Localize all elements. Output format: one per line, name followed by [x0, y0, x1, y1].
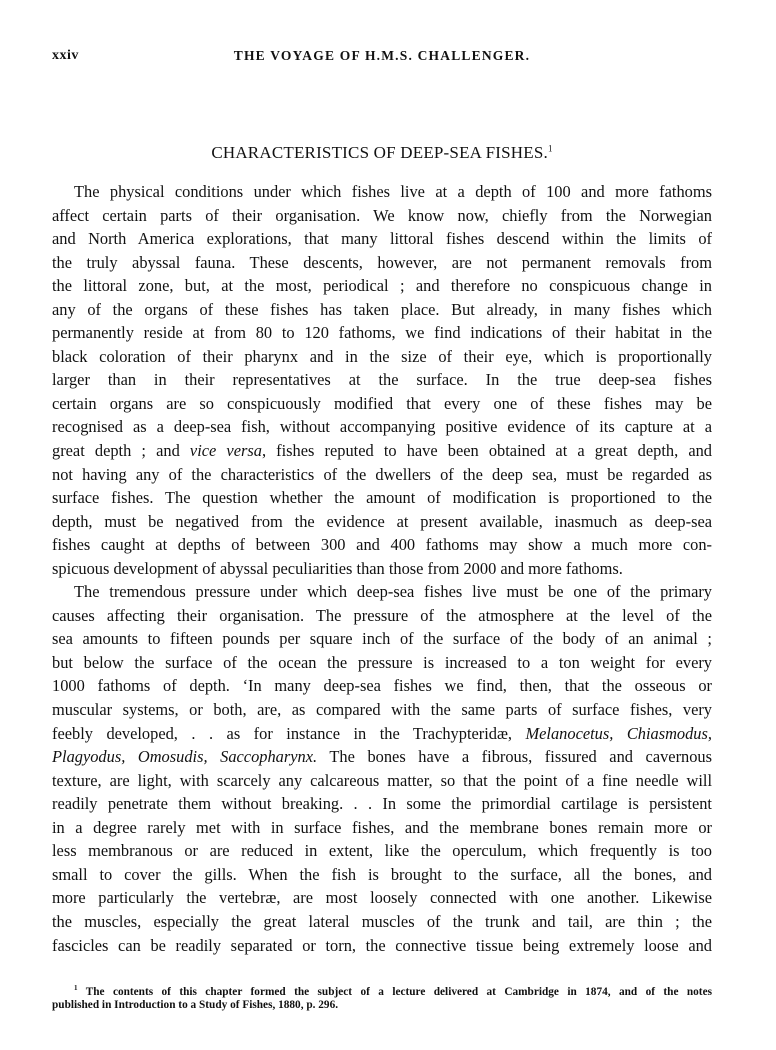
body-text [52, 180, 712, 957]
text-line [52, 274, 712, 298]
text-line [52, 839, 712, 863]
text-segment: small to cover the gills. When the fish is brought to the surface, all the bones, and [52, 864, 712, 884]
text-line [52, 580, 712, 604]
text-line [52, 463, 712, 487]
text-segment: 1000 fathoms of depth. ‘In many deep-sea fishes we find, then, that the osseous or [52, 676, 712, 696]
text-segment: readily penetrate them without breaking. . . In some the primordial cartilage is persistent [52, 794, 712, 814]
text-line [52, 368, 712, 392]
text-line [52, 910, 712, 934]
chapter-title-text: CHARACTERISTICS OF DEEP-SEA FISHES. [211, 143, 548, 162]
text-segment: less membranous or are reduced in extent, like the operculum, which frequently is too [52, 841, 712, 861]
text-line [52, 792, 712, 816]
text-segment: surface fishes. The question whether the amount of modification is proportioned to the [52, 488, 712, 508]
footnote-line [52, 997, 712, 1014]
footnote [52, 980, 712, 1014]
text-segment: and North America explorations, that many littoral fishes descend within the limits of [52, 229, 712, 249]
text-segment: sea amounts to fifteen pounds per square inch of the surface of the body of an animal ; [52, 629, 712, 649]
text-segment: spicuous development of abyssal peculiarities than those from 2000 and more fathoms. [52, 558, 623, 578]
text-line [52, 321, 712, 345]
text-line [52, 745, 712, 769]
text-line [52, 298, 712, 322]
running-title: THE VOYAGE OF H.M.S. CHALLENGER. [233, 48, 531, 63]
text-line [52, 769, 712, 793]
text-segment: larger than in their representatives at the surface. In the true deep-sea fishes [52, 370, 712, 390]
chapter-title [52, 143, 712, 163]
text-line [52, 604, 712, 628]
text-line [52, 251, 712, 275]
text-segment: The bones have a fibrous, fissured and cavernous [317, 747, 712, 767]
text-line [52, 627, 712, 651]
text-segment: The tremendous pressure under which deep-sea fishes live must be one of the primary [74, 582, 712, 602]
text-segment: , fishes reputed to have been obtained at a great depth, and [261, 441, 712, 461]
text-segment: causes affecting their organisation. The pressure of the atmosphere at the level of the [52, 605, 712, 625]
text-segment: depth, must be negatived from the evidence at present available, inasmuch as deep-sea [52, 511, 712, 531]
text-segment: certain organs are so conspicuously modified that every one of these fishes may be [52, 393, 712, 413]
footnote-text: The contents of this chapter formed the subject of a lecture delivered at Cambridge in 1874, and of the notes [85, 985, 712, 998]
text-segment: feebly developed, . . as for instance in the Trachypteridæ, [52, 723, 526, 743]
text-line [52, 674, 712, 698]
text-line [52, 533, 712, 557]
text-line [52, 345, 712, 369]
text-segment: the muscles, especially the great lateral muscles of the trunk and tail, are thin ; the [52, 911, 712, 931]
text-segment: recognised as a deep-sea fish, without accompanying positive evidence of its capture at a [52, 417, 712, 437]
text-line [52, 557, 712, 581]
text-line [52, 816, 712, 840]
text-segment: permanently reside at from 80 to 120 fathoms, we find indications of their habitat in the [52, 323, 712, 343]
text-line [52, 934, 712, 958]
text-line [52, 227, 712, 251]
text-segment: more particularly the vertebræ, are most loosely connected with one another. Likewise [52, 888, 712, 908]
text-line [52, 651, 712, 675]
text-line [52, 415, 712, 439]
text-segment: The physical conditions under which fishes live at a depth of 100 and more fathoms [74, 182, 712, 201]
text-segment: in a degree rarely met with in surface fishes, and the membrane bones remain more or [52, 817, 712, 837]
text-line [52, 863, 712, 887]
text-line [52, 698, 712, 722]
text-line [52, 204, 712, 228]
footnote-text: published in Introduction to a Study of Fishes, 1880, p. 296. [52, 999, 339, 1011]
text-segment: muscular systems, or both, are, as compared with the same parts of surface fishes, very [52, 700, 712, 720]
text-segment: the truly abyssal fauna. These descents, however, are not permanent removals from [52, 252, 712, 272]
text-segment: black coloration of their pharynx and in the size of their eye, which is proportionally [52, 346, 712, 366]
text-segment: fishes caught at depths of between 300 and 400 fathoms may show a much more con- [52, 535, 712, 555]
paragraph [52, 580, 712, 957]
footnote-line [52, 980, 712, 997]
text-line [52, 886, 712, 910]
text-line [52, 510, 712, 534]
text-line [52, 439, 712, 463]
text-segment: the littoral zone, but, at the most, periodical ; and therefore no conspicuous change in [52, 276, 712, 296]
italic-text: vice versa [189, 441, 262, 461]
text-segment: any of the organs of these fishes has taken place. But already, in many fishes which [52, 299, 712, 319]
footnote-reference: 1 [547, 143, 553, 154]
text-segment: texture, are light, with scarcely any calcareous matter, so that the point of a fine needle will [52, 770, 712, 790]
italic-text: Melanocetus, Chiasmodus, [525, 723, 712, 743]
italic-text: Plagyodus, Omosudis, Saccopharynx. [52, 747, 318, 767]
text-segment: affect certain parts of their organisation. We know now, chiefly from the Norwegian [52, 205, 712, 225]
text-segment: great depth ; and [52, 441, 190, 461]
text-segment: fascicles can be readily separated or torn, the connective tissue being extremely loose and [52, 935, 712, 955]
text-line [52, 392, 712, 416]
text-line [52, 180, 712, 204]
running-header [52, 48, 712, 68]
page-number: xxiv [52, 48, 79, 63]
paragraph [52, 180, 712, 580]
text-segment: not having any of the characteristics of the dwellers of the deep sea, must be regarded as [52, 464, 712, 484]
text-line [52, 722, 712, 746]
footnote-marker: 1 [74, 984, 78, 992]
text-segment: but below the surface of the ocean the pressure is increased to a ton weight for every [52, 652, 712, 672]
text-line [52, 486, 712, 510]
